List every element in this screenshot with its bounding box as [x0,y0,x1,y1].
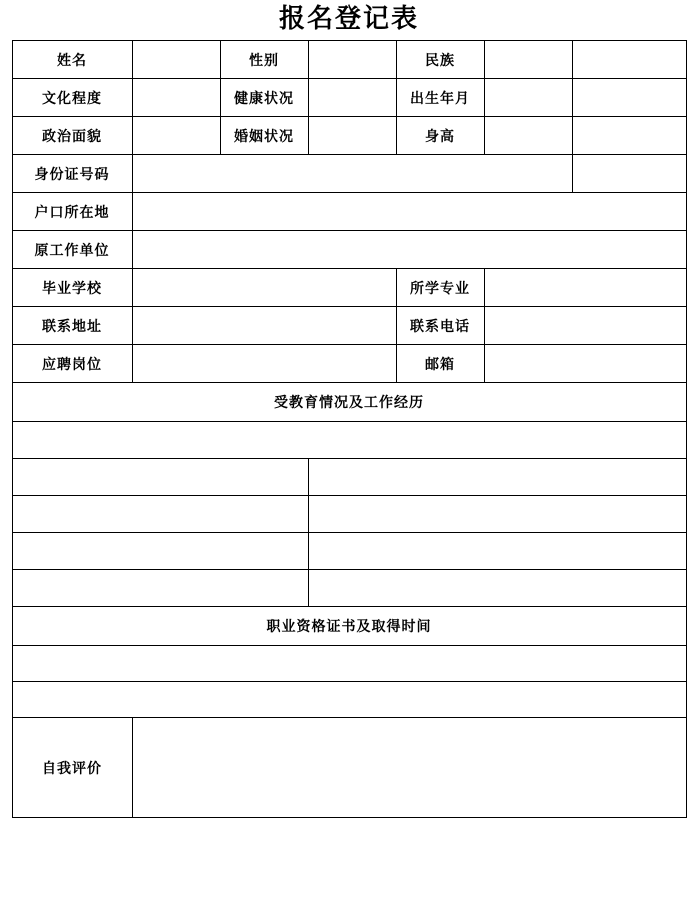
table-row [12,718,686,818]
value-contact-address[interactable] [132,307,396,345]
table-row [12,533,686,570]
table-row [12,570,686,607]
table-row [12,307,686,345]
label-major: 所学专业 [396,269,484,307]
value-political-status[interactable] [132,117,220,155]
page-title: 报名登记表 [278,4,419,33]
label-height: 身高 [396,117,484,155]
registration-form-table [12,40,687,818]
table-row [12,496,686,533]
table-row [12,269,686,307]
label-id-number: 身份证号码 [12,155,132,193]
table-row [12,41,686,79]
value-major[interactable] [484,269,686,307]
label-contact-phone: 联系电话 [396,307,484,345]
label-former-employer: 原工作单位 [12,231,132,269]
table-row [12,422,686,459]
table-row [12,231,686,269]
section-education-work-experience: 受教育情况及工作经历 [12,383,686,422]
experience-cell-left[interactable] [12,533,308,570]
table-row [12,459,686,496]
value-applied-position[interactable] [132,345,396,383]
experience-cell-full[interactable] [12,422,686,459]
label-education-level: 文化程度 [12,79,132,117]
certificate-cell[interactable] [12,682,686,718]
table-row [12,117,686,155]
photo-cell[interactable] [572,41,686,79]
table-row [12,383,686,422]
table-row [12,607,686,646]
experience-cell-left[interactable] [12,496,308,533]
section-certificates: 职业资格证书及取得时间 [12,607,686,646]
label-applied-position: 应聘岗位 [12,345,132,383]
photo-cell-continued-2[interactable] [572,117,686,155]
table-row [12,345,686,383]
label-name: 姓名 [12,41,132,79]
label-graduated-school: 毕业学校 [12,269,132,307]
label-ethnicity: 民族 [396,41,484,79]
value-education-level[interactable] [132,79,220,117]
table-row [12,79,686,117]
value-ethnicity[interactable] [484,41,572,79]
table-row [12,193,686,231]
value-former-employer[interactable] [132,231,686,269]
value-email[interactable] [484,345,686,383]
value-birth-date[interactable] [484,79,572,117]
value-gender[interactable] [308,41,396,79]
value-name[interactable] [132,41,220,79]
experience-cell-right[interactable] [308,459,686,496]
value-self-evaluation[interactable] [132,718,686,818]
table-row [12,155,686,193]
label-political-status: 政治面貌 [12,117,132,155]
label-gender: 性别 [220,41,308,79]
label-email: 邮箱 [396,345,484,383]
value-contact-phone[interactable] [484,307,686,345]
value-marital-status[interactable] [308,117,396,155]
table-row [12,682,686,718]
experience-cell-left[interactable] [12,570,308,607]
label-self-evaluation: 自我评价 [12,718,132,818]
value-graduated-school[interactable] [132,269,396,307]
label-health: 健康状况 [220,79,308,117]
experience-cell-left[interactable] [12,459,308,496]
photo-cell-continued[interactable] [572,79,686,117]
label-birth-date: 出生年月 [396,79,484,117]
value-height[interactable] [484,117,572,155]
label-household-location: 户口所在地 [12,193,132,231]
label-contact-address: 联系地址 [12,307,132,345]
photo-cell-continued-3[interactable] [572,155,686,193]
experience-cell-right[interactable] [308,570,686,607]
experience-cell-right[interactable] [308,496,686,533]
value-health[interactable] [308,79,396,117]
label-marital-status: 婚姻状况 [220,117,308,155]
table-row [12,646,686,682]
certificate-cell[interactable] [12,646,686,682]
value-household-location[interactable] [132,193,686,231]
experience-cell-right[interactable] [308,533,686,570]
value-id-number[interactable] [132,155,572,193]
